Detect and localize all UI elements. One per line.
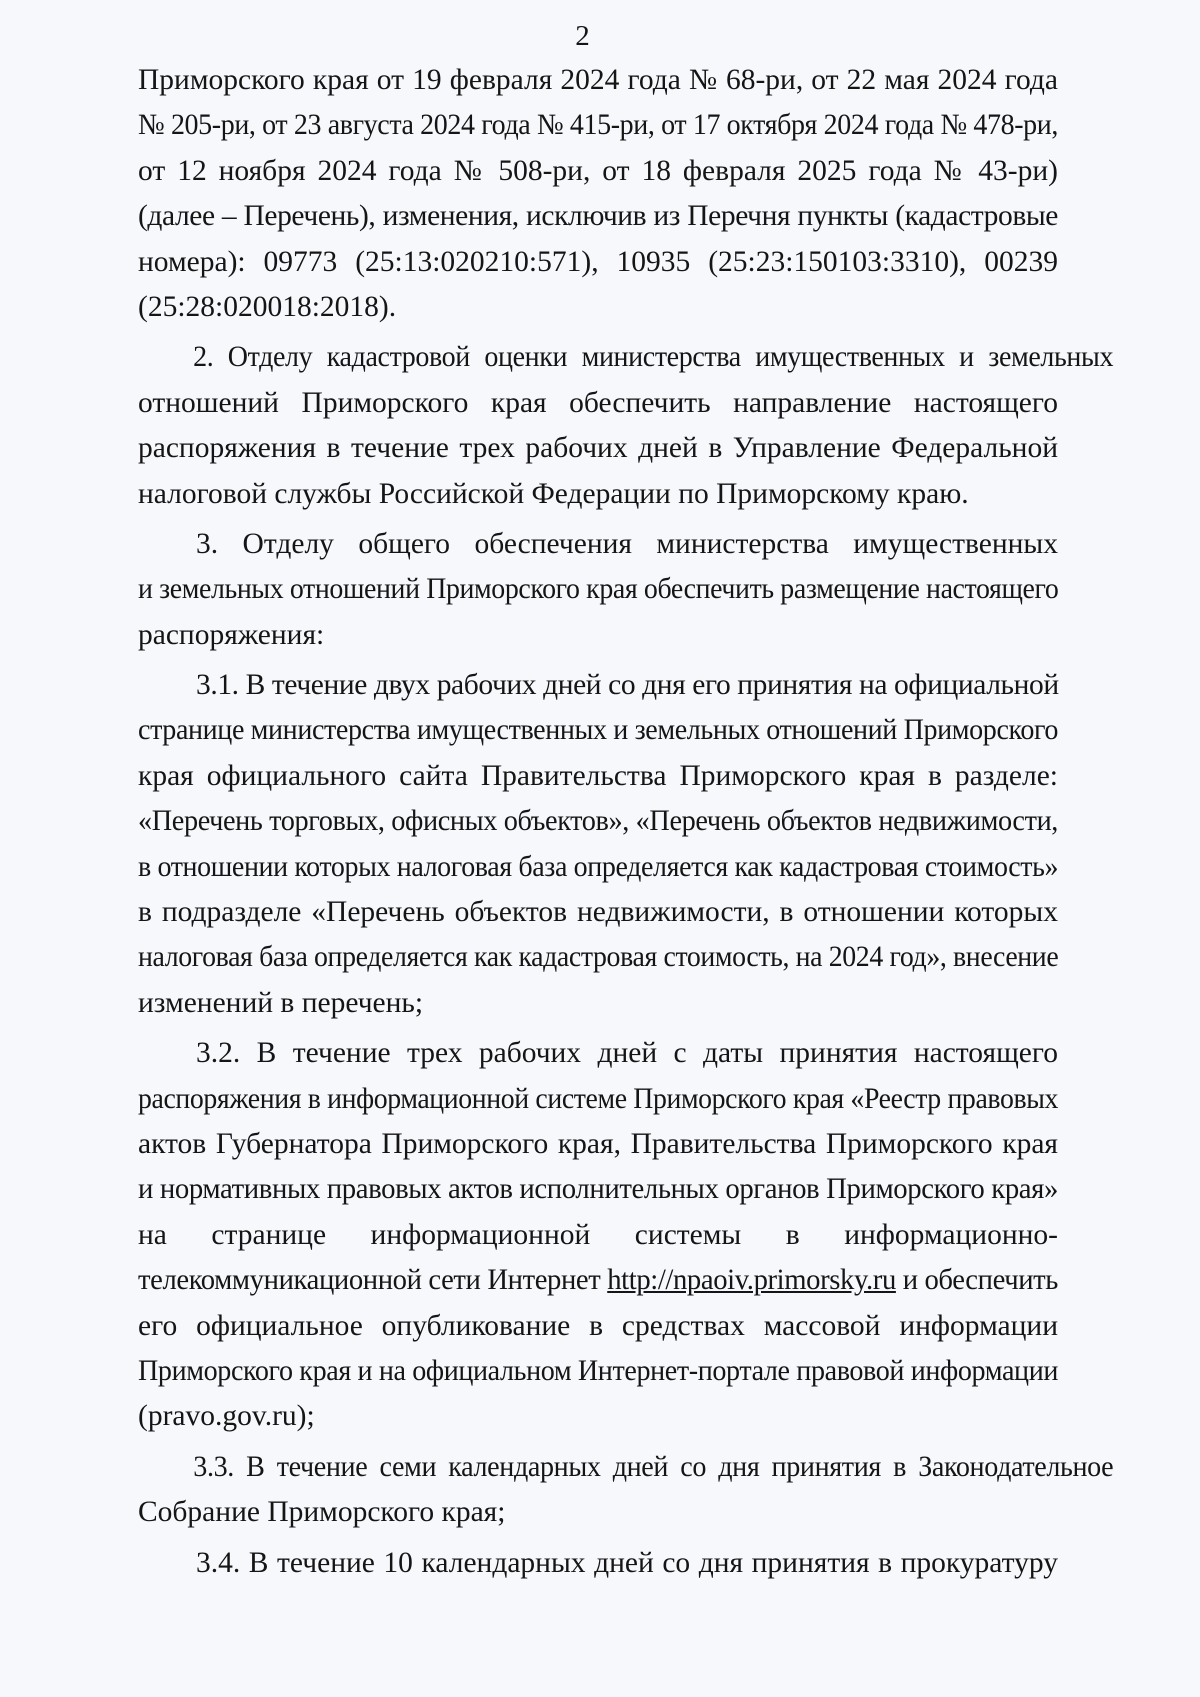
text-line: распоряжения в течение трех рабочих дней в Управление Федеральной bbox=[138, 432, 1058, 465]
text-line: от 12 ноября 2024 года № 508-ри, от 18 февраля 2025 года № 43-ри) bbox=[138, 154, 1058, 187]
text-line: 2. Отделу кадастровой оценки министерства имущественных и земельных bbox=[193, 341, 1114, 374]
text-line: 3.4. В течение 10 календарных дней со дня принятия в прокуратуру bbox=[196, 1546, 1058, 1579]
text-line: изменений в перечень; bbox=[138, 986, 424, 1019]
text-line: 3.1. В течение двух рабочих дней со дня его принятия на официальной bbox=[196, 669, 1059, 702]
paragraph bbox=[138, 1445, 1114, 1536]
text-line: распоряжения: bbox=[138, 618, 325, 651]
paragraph bbox=[138, 335, 1114, 517]
text-line: странице министерства имущественных и земельных отношений Приморского bbox=[138, 714, 1059, 747]
text-line: «Перечень торговых, офисных объектов», «Перечень объектов недвижимости, bbox=[138, 805, 1058, 838]
npaoiv-link[interactable]: http://npaoiv.primorsky.ru bbox=[607, 1264, 896, 1297]
text-line: телекоммуникационной сети Интернет http://npaoiv.primorsky.ru и обеспечить bbox=[138, 1264, 1058, 1297]
text-line: № 205-ри, от 23 августа 2024 года № 415-ри, от 17 октября 2024 года № 478-ри, bbox=[138, 109, 1058, 142]
paragraph bbox=[138, 1541, 1058, 1586]
text-line: и нормативных правовых актов исполнительных органов Приморского края» bbox=[138, 1173, 1058, 1206]
text-line: в подразделе «Перечень объектов недвижимости, в отношении которых bbox=[138, 896, 1058, 929]
text-line: 3.2. В течение трех рабочих дней с даты принятия настоящего bbox=[196, 1037, 1058, 1070]
text-line: Приморского края от 19 февраля 2024 года № 68-ри, от 22 мая 2024 года bbox=[138, 64, 1058, 96]
page-number: 2 bbox=[575, 20, 590, 52]
text-line: на странице информационной системы в информационно- bbox=[138, 1218, 1058, 1251]
text-line: в отношении которых налоговая база определяется как кадастровая стоимость» bbox=[138, 850, 1059, 883]
document-body bbox=[138, 58, 1114, 1591]
text-line: Собрание Приморского края; bbox=[138, 1496, 506, 1529]
text-line: его официальное опубликование в средствах массовой информации bbox=[138, 1309, 1058, 1342]
text-line: Приморского края и на официальном Интернет-портале правовой информации bbox=[138, 1354, 1059, 1387]
text-line: отношений Приморского края обеспечить направление настоящего bbox=[138, 386, 1058, 419]
text-line: налоговая база определяется как кадастровая стоимость, на 2024 год», внесение bbox=[138, 941, 1059, 974]
text-line: номера): 09773 (25:13:020210:571), 10935 (25:23:150103:3310), 00239 bbox=[138, 245, 1058, 278]
text-line: (далее – Перечень), изменения, исключив из Перечня пункты (кадастровые bbox=[138, 200, 1058, 233]
paragraph bbox=[138, 663, 1058, 1026]
text-line: 3. Отделу общего обеспечения министерства имущественных bbox=[196, 527, 1058, 560]
text-line: распоряжения в информационной системе Приморского края «Реестр правовых bbox=[138, 1082, 1058, 1115]
text-line: налоговой службы Российской Федерации по Приморскому краю. bbox=[138, 477, 969, 510]
text-line: края официального сайта Правительства Приморского края в разделе: bbox=[138, 759, 1058, 792]
paragraph bbox=[138, 1031, 1058, 1440]
text-line: (pravo.gov.ru); bbox=[138, 1400, 315, 1433]
paragraph bbox=[138, 522, 1058, 658]
text-line: (25:28:020018:2018). bbox=[138, 290, 397, 323]
text-line: 3.3. В течение семи календарных дней со дня принятия в Законодательное bbox=[193, 1450, 1114, 1483]
text-line: и земельных отношений Приморского края обеспечить размещение настоящего bbox=[138, 573, 1059, 606]
text-line: актов Губернатора Приморского края, Правительства Приморского края bbox=[138, 1127, 1058, 1160]
paragraph bbox=[138, 58, 1058, 330]
